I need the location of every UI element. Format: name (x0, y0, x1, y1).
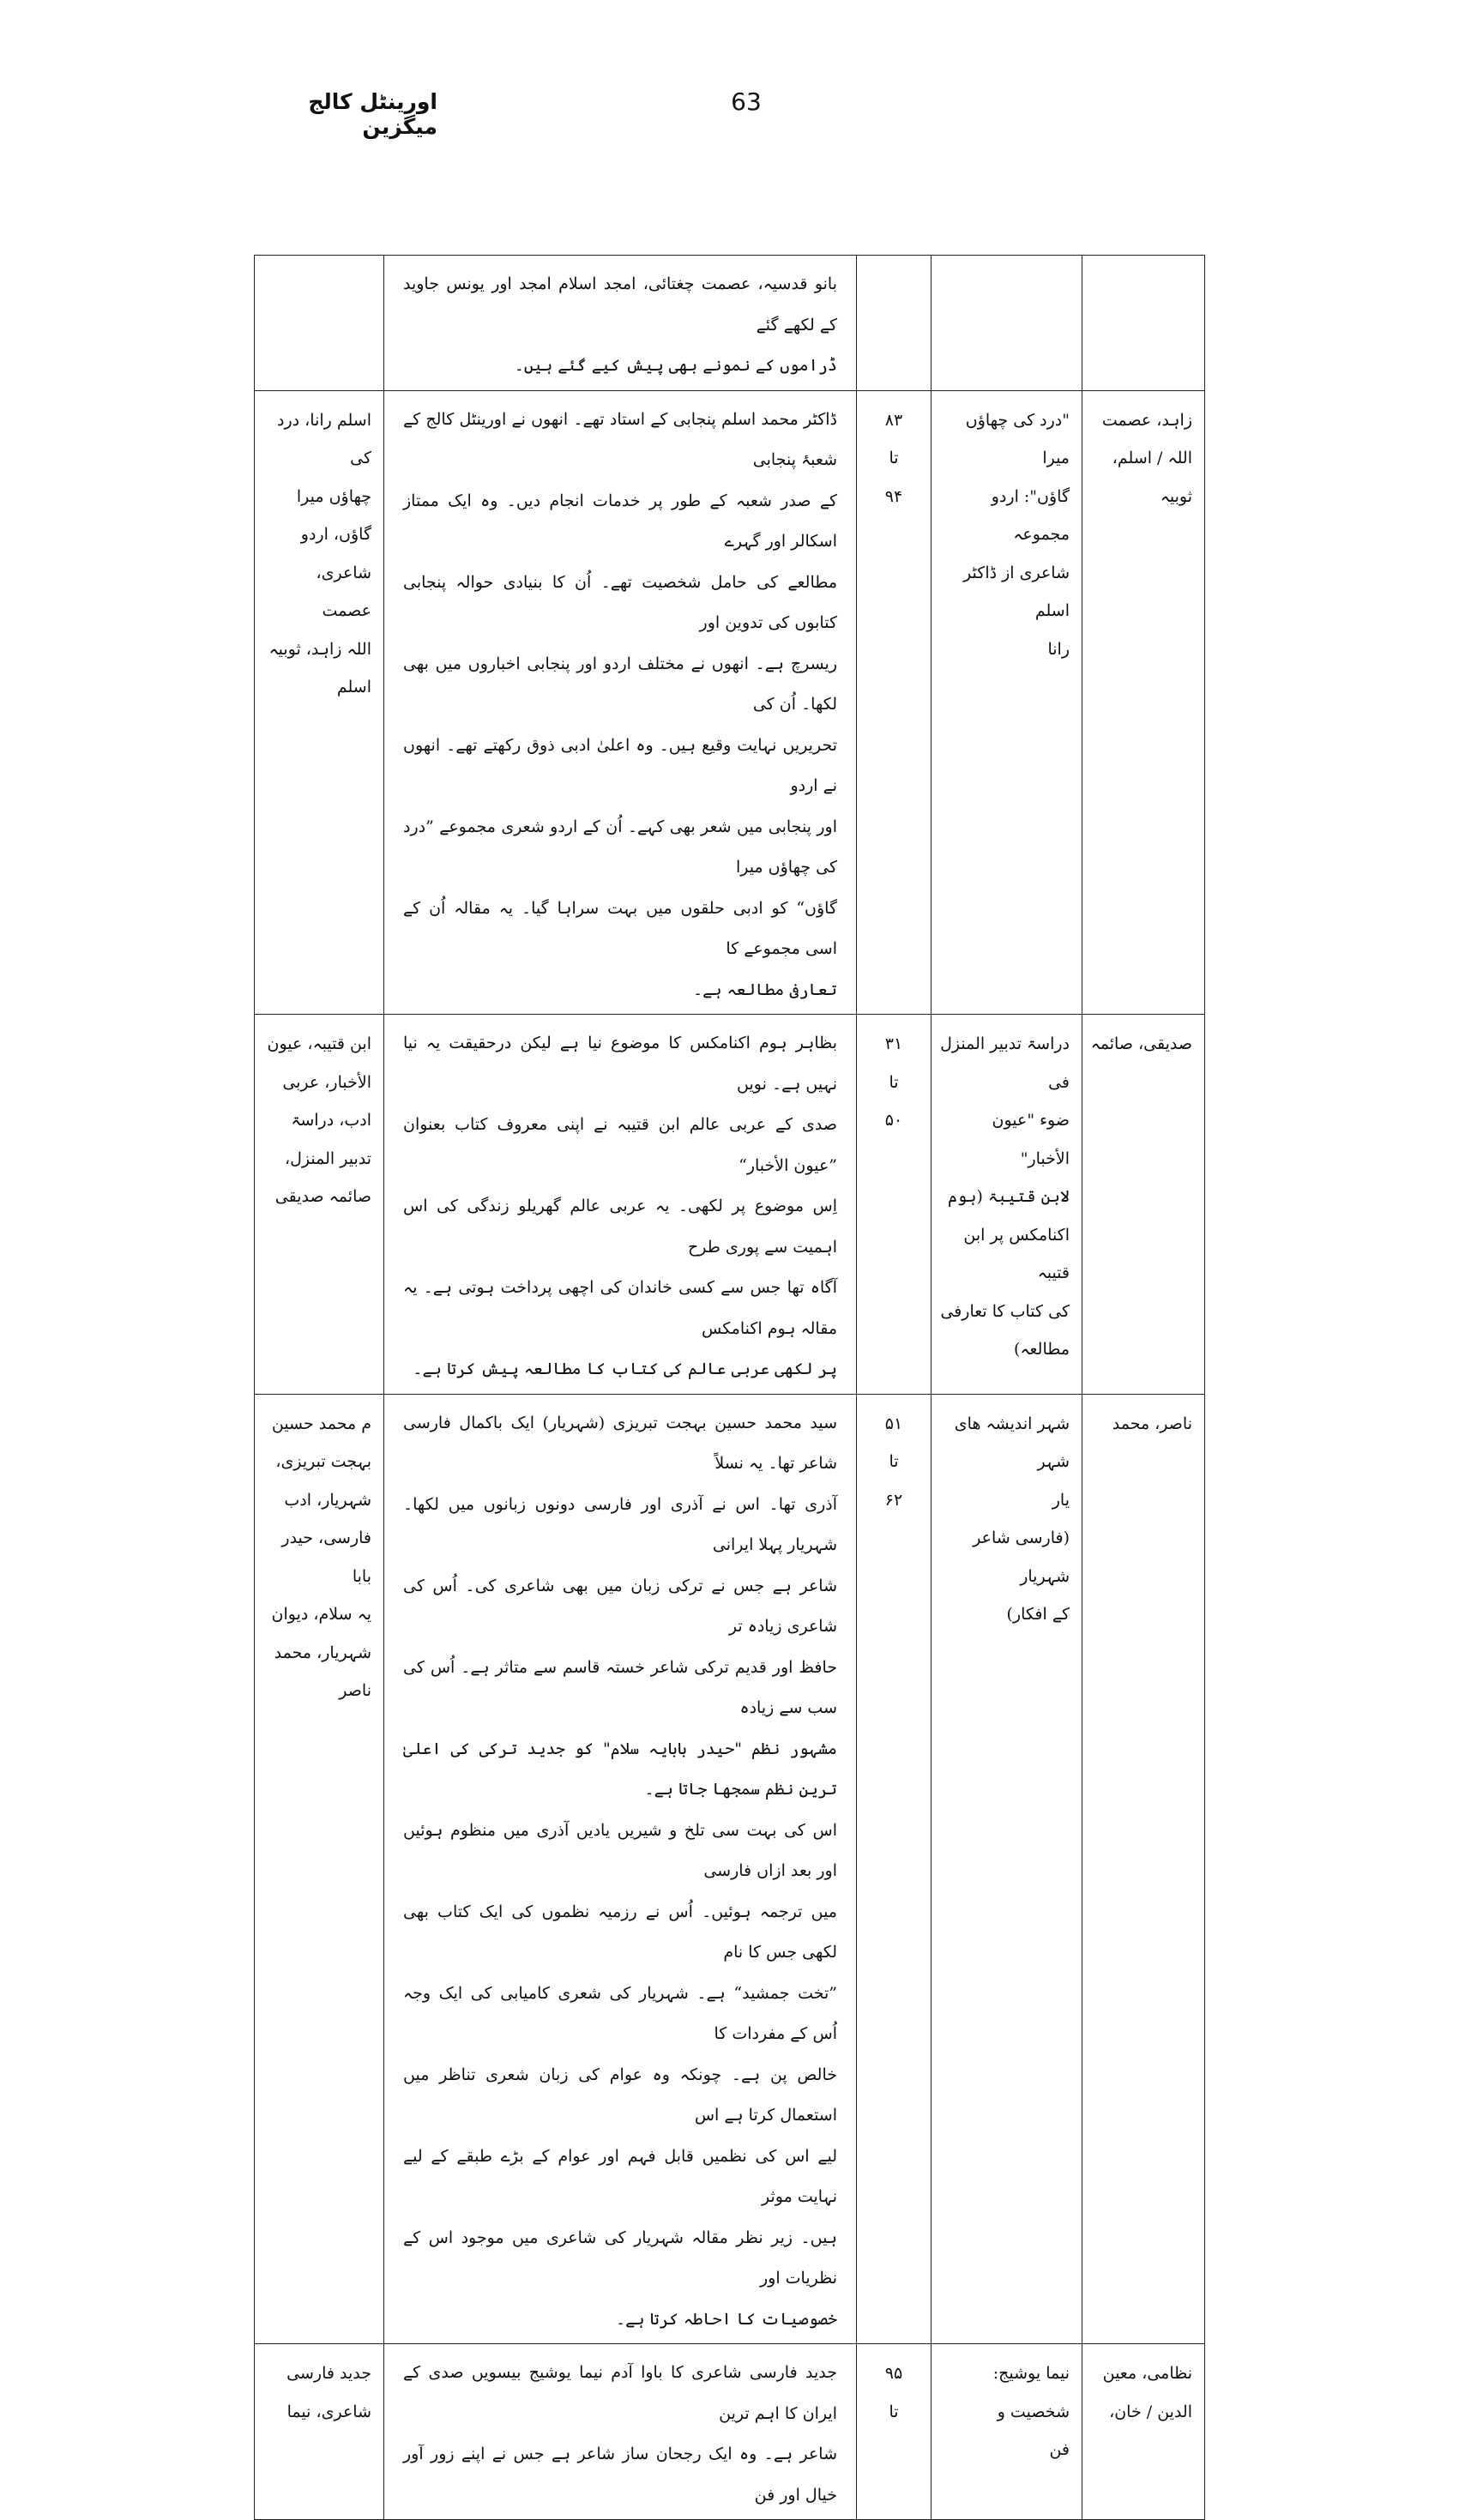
title-cell (931, 256, 1082, 391)
keywords-text (255, 256, 383, 266)
table-row (255, 390, 1205, 1015)
author-text (1082, 256, 1204, 266)
page-number: 63 (731, 87, 762, 116)
abstract-cell (384, 1015, 857, 1395)
index-table (254, 255, 1205, 2520)
title-text: دراسۃ تدبیر المنزل فی ضوء "عیون الأخبار" لابن قتیبۃ (ہوم اکنامکس پر ابن قتیبہ کی کتاب کا تعارفی مطالعہ) (940, 1034, 1070, 1359)
abstract-cell (384, 390, 857, 1015)
author-cell (1082, 1015, 1205, 1395)
keywords-text: ابن قتیبہ، عیون الأخبار، عربی ادب، دراسۃ تدبیر المنزل، صائمہ صدیقی (267, 1034, 371, 1206)
abstract-cell (384, 256, 857, 391)
pages-text: ۳۱ تا ۵۰ (884, 1034, 903, 1130)
title-cell (931, 1394, 1082, 2344)
author-cell (1082, 390, 1205, 1015)
title-text: "درد کی چھاؤں میرا گاؤں": اردو مجموعہ شاعری از ڈاکٹر اسلم رانا (963, 410, 1070, 659)
abstract-cell (384, 1394, 857, 2344)
abstract-text: بظاہر ہوم اکنامکس کا موضوع نیا ہے لیکن درحقیقت یہ نیا نہیں ہے۔ نویں صدی کے عربی عالم ابن قتیبہ نے اپنی معروف کتاب بعنوان ”عیون الأخبار“ اِس موضوع پر لکھی۔ یہ عربی عالم گھریلو زندگی کی اس اہمیت سے پوری طرح آگاہ تھا جس سے کسی خاندان کی اچھی پرداخت ہوتی ہے۔ یہ مقالہ ہوم اکنامکس پر لکھی عربی عالم کی کتاب کا مطالعہ پیش کرتا ہے۔ (403, 1034, 837, 1378)
keywords-cell (255, 256, 384, 391)
table-row (255, 1394, 1205, 2344)
abstract-text: ڈاکٹر محمد اسلم پنجابی کے استاد تھے۔ انھوں نے اورینٹل کالج کے شعبۂ پنجابی کے صدر شعبہ کے طور پر خدمات انجام دیں۔ وہ ایک ممتاز اسکالر اور گہرے مطالعے کی حامل شخصیت تھے۔ اُن کا بنیادی حوالہ پنجابی کتابوں کی تدوین اور ریسرچ ہے۔ انھوں نے مختلف اردو اور پنجابی اخباروں میں بھی لکھا۔ اُن کی تحریریں نہایت وقیع ہیں۔ وہ اعلیٰ ادبی ذوق رکھتے تھے۔ انھوں نے اردو اور پنجابی میں شعر بھی کہے۔ اُن کے اردو شعری مجموعے ”درد کی چھاؤں میرا گاؤں“ کو ادبی حلقوں میں بہت سراہا گیا۔ یہ مقالہ اُن کے اسی مجموعے کا تعارفی مطالعہ ہے۔ (403, 409, 837, 999)
title-cell (931, 1015, 1082, 1395)
pages-text: ۵۱ تا ۶۲ (884, 1414, 903, 1510)
table-row (255, 256, 1205, 391)
pages-cell (857, 1394, 931, 2344)
magazine-title: اورینٹل کالج میگزین (308, 89, 437, 139)
pages-text (857, 256, 931, 266)
keywords-text: اسلم رانا، درد کی چھاؤں میرا گاؤں، اردو شاعری، عصمت اللہ زاہد، ثوبیہ اسلم (268, 410, 371, 696)
keywords-cell (255, 390, 384, 1015)
author-cell (1082, 256, 1205, 391)
keywords-text: م محمد حسین بہجت تبریزی، شہریار، ادب فارسی، حیدر بابا یہ سلام، دیوان شہریار، محمد ناصر (271, 1414, 371, 1700)
keywords-text: جدید فارسی شاعری، نیما (286, 2364, 371, 2421)
pages-cell (857, 2344, 931, 2520)
pages-cell (857, 256, 931, 391)
title-text: نیما یوشیج: شخصیت و فن (992, 2364, 1070, 2459)
author-cell (1082, 2344, 1205, 2520)
author-text: صدیقی، صائمہ (1090, 1034, 1192, 1053)
author-text: زاہد، عصمت اللہ / اسلم، ثوبیہ (1101, 410, 1192, 506)
title-cell (931, 390, 1082, 1015)
title-text: شہر اندیشہ ھای شہر یار (فارسی شاعر شہریار کے افکار) (954, 1414, 1070, 1624)
abstract-text: بانو قدسیہ، عصمت چغتائی، امجد اسلام امجد اور یونس جاوید کے لکھے گئے ڈراموں کے نمونے بھی پیش کیے گئے ہیں۔ (403, 274, 837, 375)
title-cell (931, 2344, 1082, 2520)
author-text: ناصر، محمد (1112, 1414, 1192, 1433)
keywords-cell (255, 1015, 384, 1395)
title-text (931, 256, 1082, 266)
keywords-cell (255, 2344, 384, 2520)
pages-cell (857, 390, 931, 1015)
table-row (255, 1015, 1205, 1395)
author-text: نظامی، معین الدین / خان، (1102, 2364, 1192, 2421)
table-row (255, 2344, 1205, 2520)
pages-text: ۸۳ تا ۹۴ (884, 410, 903, 506)
keywords-cell (255, 1394, 384, 2344)
author-cell (1082, 1394, 1205, 2344)
abstract-text: سید محمد حسین بہجت تبریزی (شہریار) ایک باکمال فارسی شاعر تھا۔ یہ نسلاً آذری تھا۔ اس نے آذری اور فارسی دونوں زبانوں میں لکھا۔ شہریار پہلا ایرانی شاعر ہے جس نے ترکی زبان میں بھی شاعری کی۔ اُس کی شاعری زیادہ تر حافظ اور قدیم ترکی شاعر خستہ قاسم سے متاثر ہے۔ اُس کی سب سے زیادہ مشہور نظم "حیدر بابایہ سلام" کو جدید ترکی کی اعلیٰ ترین نظم سمجھا جاتا ہے۔ اس کی بہت سی تلخ و شیریں یادیں آذری میں منظوم ہوئیں اور بعد ازاں فارسی میں ترجمہ ہوئیں۔ اُس نے رزمیہ نظموں کی ایک کتاب بھی لکھی جس کا نام ”تخت جمشید“ ہے۔ شہریار کی شعری کامیابی کی ایک وجہ اُس کے مفردات کا خالص پن ہے۔ چونکہ وہ عوام کی زبان شعری تناظر میں استعمال کرتا ہے اس لیے اس کی نظمیں قابل فہم اور عوام کے بڑے طبقے کے لیے نہایت موثر ہیں۔ زیر نظر مقالہ شہریار کی شاعری میں موجود اس کے نظریات اور خصوصیات کا احاطہ کرتا ہے۔ (403, 1413, 837, 2329)
abstract-text: جدید فارسی شاعری کا باوا آدم نیما یوشیج بیسویں صدی کے ایران کا اہم ترین شاعر ہے۔ وہ ایک رجحان ساز شاعر ہے جس نے اپنے زور آور خیال اور فن (403, 2363, 837, 2505)
abstract-cell (384, 2344, 857, 2520)
pages-cell (857, 1015, 931, 1395)
pages-text: ۹۵ تا (884, 2364, 903, 2421)
